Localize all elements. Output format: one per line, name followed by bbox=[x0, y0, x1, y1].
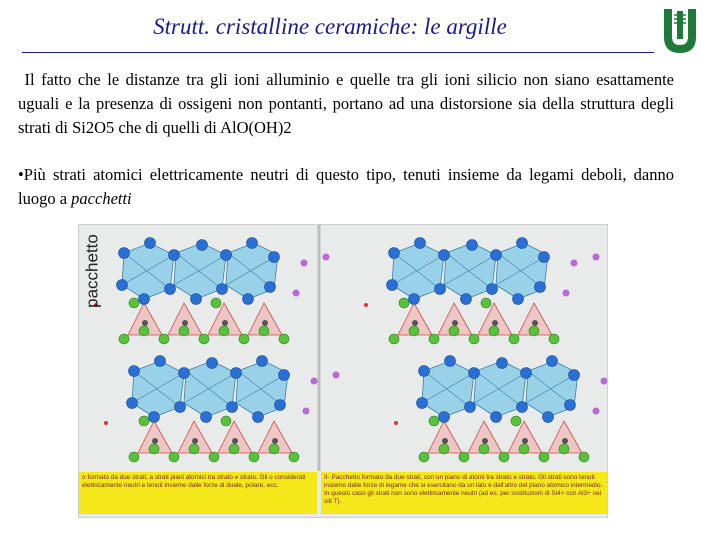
silicon-atom bbox=[222, 320, 228, 326]
hydroxyl-atom bbox=[259, 326, 269, 336]
oxygen-atom bbox=[179, 368, 190, 379]
paragraph-pacchetti bbox=[18, 163, 674, 211]
oxygen-atom bbox=[445, 356, 456, 367]
oxygen-atom bbox=[217, 284, 228, 295]
oxygen-atom bbox=[547, 356, 558, 367]
hydroxyl-atom bbox=[419, 452, 429, 462]
oxygen-atom bbox=[387, 280, 398, 291]
oxygen-atom bbox=[221, 250, 232, 261]
hydroxyl-atom bbox=[119, 334, 129, 344]
paragraph-distortion bbox=[18, 68, 674, 140]
hydroxyl-atom bbox=[289, 452, 299, 462]
hydroxyl-atom bbox=[199, 334, 209, 344]
hydroxyl-atom bbox=[221, 416, 231, 426]
marker-dot bbox=[394, 421, 398, 425]
slide-title: Strutt. cristalline ceramiche: le argille bbox=[153, 14, 507, 39]
hydroxyl-atom bbox=[481, 298, 491, 308]
hydroxyl-atom bbox=[239, 334, 249, 344]
oxygen-atom bbox=[535, 282, 546, 293]
oxygen-atom bbox=[465, 402, 476, 413]
hydroxyl-atom bbox=[229, 444, 239, 454]
hydroxyl-atom bbox=[209, 452, 219, 462]
oxygen-atom bbox=[439, 412, 450, 423]
cation-atom bbox=[601, 378, 608, 385]
marker-dot bbox=[104, 421, 108, 425]
clay-structure-figure bbox=[78, 224, 608, 518]
oxygen-atom bbox=[497, 358, 508, 369]
paragraph-pacchetti-text: Più strati atomici elettricamente neutri di questo tipo, tenuti insieme da legami deboli, danno luogo a bbox=[18, 165, 674, 208]
hydroxyl-atom bbox=[269, 444, 279, 454]
silicon-atom bbox=[412, 320, 418, 326]
hydroxyl-atom bbox=[139, 416, 149, 426]
hydroxyl-atom bbox=[409, 326, 419, 336]
hydroxyl-atom bbox=[211, 298, 221, 308]
oxygen-atom bbox=[139, 294, 150, 305]
oxygen-atom bbox=[279, 370, 290, 381]
caption-right: II- Pacchetto formato da due strati, con un piano di atomi tra strato e strato. Gli strati sono tenuti insieme dalle forze di legame che si esercitano da un lato e dall'altro del piano atomico intermedio. In questo caso gli strati non sono elettricamente neutri (ad es. per sostituzioni di Si4+ con Al3+ nei siti T). bbox=[321, 472, 607, 514]
silicon-atom bbox=[532, 320, 538, 326]
hydroxyl-atom bbox=[469, 334, 479, 344]
oxygen-atom bbox=[117, 280, 128, 291]
oxygen-atom bbox=[467, 240, 478, 251]
hydroxyl-atom bbox=[399, 298, 409, 308]
cation-atom bbox=[293, 290, 300, 297]
oxygen-atom bbox=[491, 250, 502, 261]
hydroxyl-atom bbox=[529, 326, 539, 336]
oxygen-atom bbox=[569, 370, 580, 381]
oxygen-atom bbox=[231, 368, 242, 379]
silicon-atom bbox=[152, 438, 158, 444]
hydroxyl-atom bbox=[439, 444, 449, 454]
pacchetto-label bbox=[79, 225, 107, 317]
oxygen-atom bbox=[175, 402, 186, 413]
cation-atom bbox=[563, 290, 570, 297]
hydroxyl-atom bbox=[449, 326, 459, 336]
marker-dot bbox=[364, 303, 368, 307]
silicon-atom bbox=[492, 320, 498, 326]
oxygen-atom bbox=[491, 412, 502, 423]
silicon-atom bbox=[182, 320, 188, 326]
oxygen-atom bbox=[257, 356, 268, 367]
hydroxyl-atom bbox=[509, 334, 519, 344]
hydroxyl-atom bbox=[169, 452, 179, 462]
oxygen-atom bbox=[269, 252, 280, 263]
hydroxyl-atom bbox=[429, 416, 439, 426]
oxygen-atom bbox=[227, 402, 238, 413]
oxygen-atom bbox=[129, 366, 140, 377]
cation-atom bbox=[311, 378, 318, 385]
svg-text:pacchetto: pacchetto bbox=[82, 234, 102, 308]
silicon-atom bbox=[482, 438, 488, 444]
hydroxyl-atom bbox=[219, 326, 229, 336]
oxygen-atom bbox=[275, 400, 286, 411]
oxygen-atom bbox=[149, 412, 160, 423]
oxygen-atom bbox=[127, 398, 138, 409]
cation-atom bbox=[301, 260, 308, 267]
hydroxyl-atom bbox=[549, 334, 559, 344]
hydroxyl-atom bbox=[279, 334, 289, 344]
hydroxyl-atom bbox=[459, 452, 469, 462]
oxygen-atom bbox=[119, 248, 130, 259]
oxygen-atom bbox=[145, 238, 156, 249]
silicon-atom bbox=[142, 320, 148, 326]
silicon-atom bbox=[452, 320, 458, 326]
silicon-atom bbox=[562, 438, 568, 444]
hydroxyl-atom bbox=[559, 444, 569, 454]
oxygen-atom bbox=[409, 294, 420, 305]
hydroxyl-atom bbox=[429, 334, 439, 344]
hydroxyl-atom bbox=[511, 416, 521, 426]
oxygen-atom bbox=[517, 238, 528, 249]
oxygen-atom bbox=[265, 282, 276, 293]
hydroxyl-atom bbox=[389, 334, 399, 344]
oxygen-atom bbox=[207, 358, 218, 369]
title-underline bbox=[22, 52, 654, 53]
hydroxyl-atom bbox=[519, 444, 529, 454]
silicon-atom bbox=[442, 438, 448, 444]
oxygen-atom bbox=[415, 238, 426, 249]
cation-atom bbox=[333, 372, 340, 379]
oxygen-atom bbox=[243, 294, 254, 305]
hydroxyl-atom bbox=[579, 452, 589, 462]
hydroxyl-atom bbox=[189, 444, 199, 454]
oxygen-atom bbox=[565, 400, 576, 411]
oxygen-atom bbox=[389, 248, 400, 259]
oxygen-atom bbox=[155, 356, 166, 367]
oxygen-atom bbox=[201, 412, 212, 423]
oxygen-atom bbox=[513, 294, 524, 305]
oxygen-atom bbox=[417, 398, 428, 409]
hydroxyl-atom bbox=[149, 444, 159, 454]
oxygen-atom bbox=[247, 238, 258, 249]
oxygen-atom bbox=[165, 284, 176, 295]
hydroxyl-atom bbox=[139, 326, 149, 336]
oxygen-atom bbox=[439, 250, 450, 261]
silicon-atom bbox=[262, 320, 268, 326]
bullet: • bbox=[18, 165, 24, 184]
oxygen-atom bbox=[253, 412, 264, 423]
oxygen-atom bbox=[191, 294, 202, 305]
silicon-atom bbox=[232, 438, 238, 444]
cation-atom bbox=[323, 254, 330, 261]
hydroxyl-atom bbox=[499, 452, 509, 462]
oxygen-atom bbox=[517, 402, 528, 413]
hydroxyl-atom bbox=[539, 452, 549, 462]
oxygen-atom bbox=[543, 412, 554, 423]
oxygen-atom bbox=[435, 284, 446, 295]
crystal-structure-diagram bbox=[79, 225, 607, 471]
hydroxyl-atom bbox=[249, 452, 259, 462]
oxygen-atom bbox=[461, 294, 472, 305]
cation-atom bbox=[593, 254, 600, 261]
hydroxyl-atom bbox=[129, 298, 139, 308]
italic-term: pacchetti bbox=[71, 189, 132, 208]
university-logo-icon bbox=[660, 5, 700, 57]
hydroxyl-atom bbox=[159, 334, 169, 344]
cation-atom bbox=[303, 408, 310, 415]
cation-atom bbox=[593, 408, 600, 415]
hydroxyl-atom bbox=[179, 326, 189, 336]
cation-atom bbox=[571, 260, 578, 267]
paragraph-distortion-text: Il fatto che le distanze tra gli ioni alluminio e quelle tra gli ioni silicio non siano esattamente uguali e la presenza di ossigeni non pontanti, portano ad una distorsione sia della struttura degli strati di Si2O5 che di quelli di AlO(OH)2 bbox=[18, 70, 675, 137]
silicon-atom bbox=[192, 438, 198, 444]
oxygen-atom bbox=[419, 366, 430, 377]
oxygen-atom bbox=[539, 252, 550, 263]
caption-left: o formato da due strati, a strati piani atomici tra strato e strato. Gli o considerati elettricamente neutri e tenuti insieme dalle forze di duale, polare, ecc. bbox=[79, 472, 317, 514]
oxygen-atom bbox=[197, 240, 208, 251]
hydroxyl-atom bbox=[489, 326, 499, 336]
oxygen-atom bbox=[469, 368, 480, 379]
oxygen-atom bbox=[521, 368, 532, 379]
silicon-atom bbox=[522, 438, 528, 444]
silicon-atom bbox=[272, 438, 278, 444]
hydroxyl-atom bbox=[129, 452, 139, 462]
oxygen-atom bbox=[169, 250, 180, 261]
hydroxyl-atom bbox=[479, 444, 489, 454]
oxygen-atom bbox=[487, 284, 498, 295]
